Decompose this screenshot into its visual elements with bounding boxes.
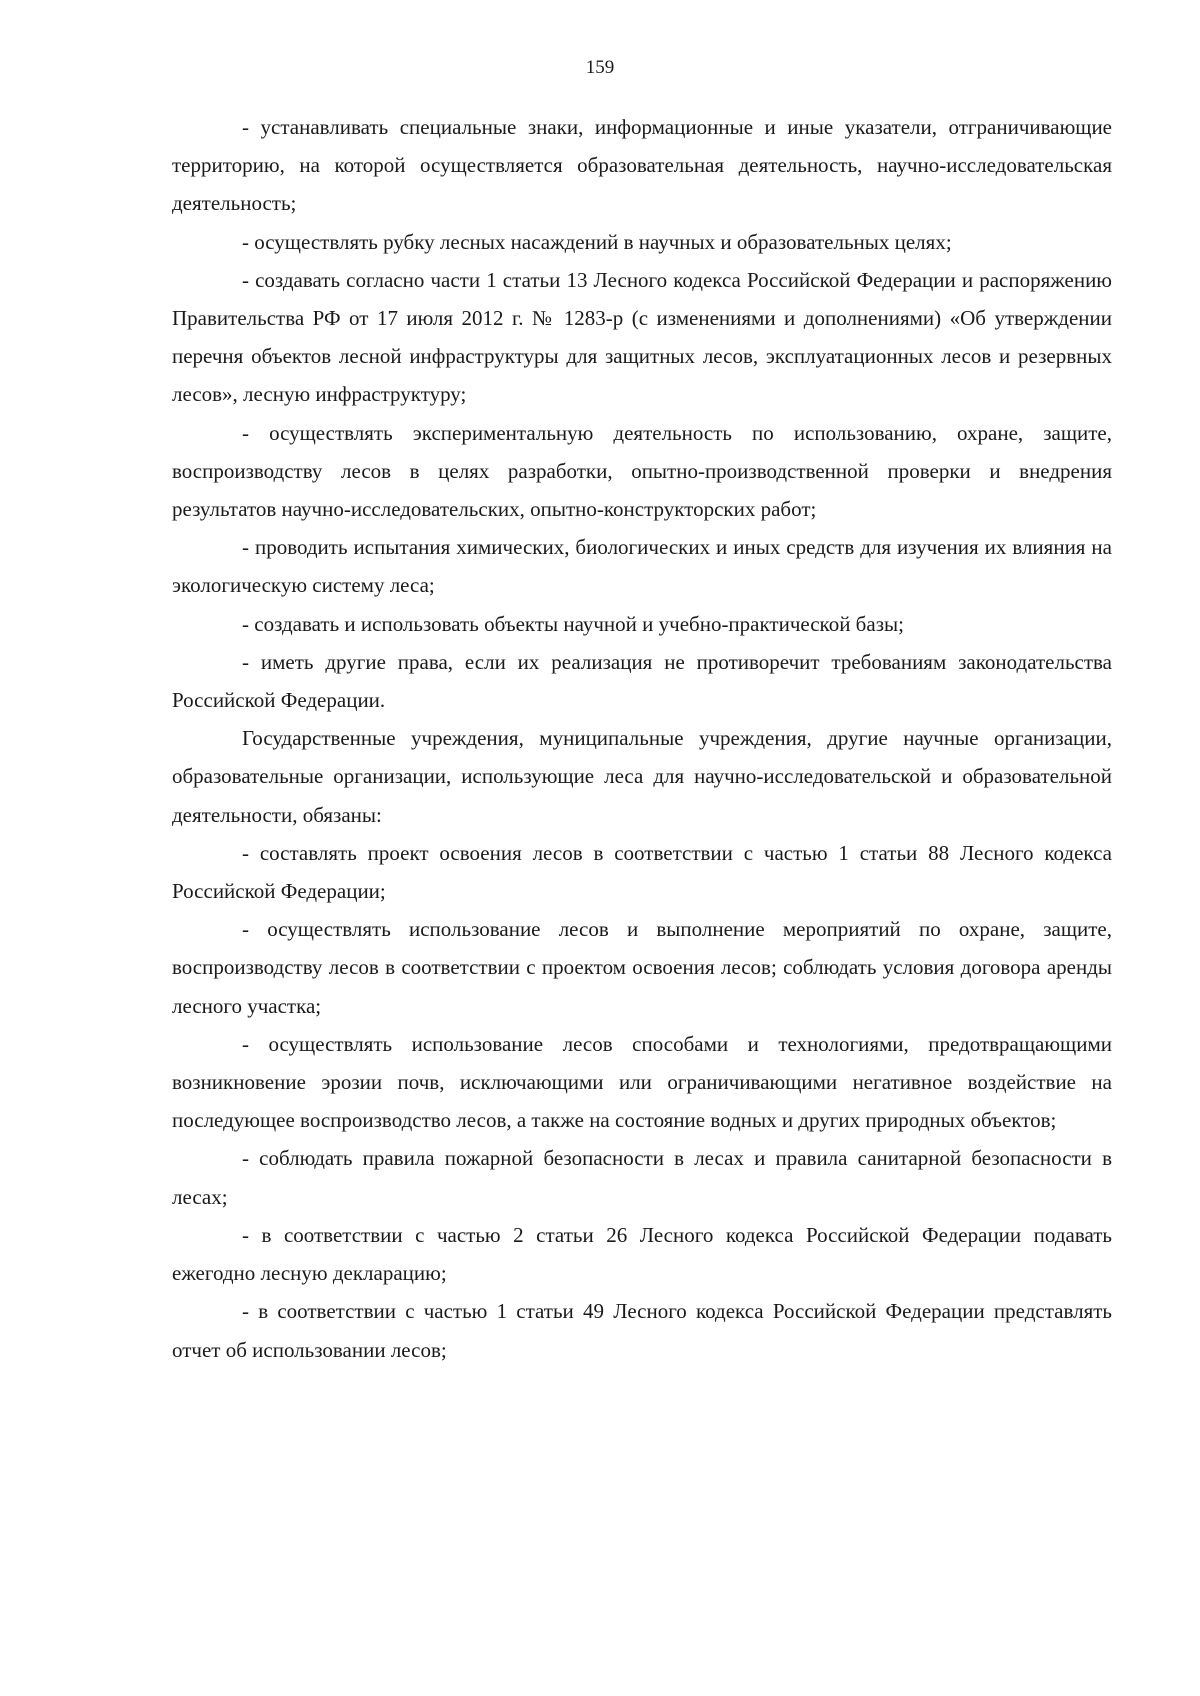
paragraph-1: - устанавливать специальные знаки, информационные и иные указатели, отграничивающие территорию, на которой осуществляется образовательная деятельность, научно-исследовательская деятельность; [172,115,1112,216]
paragraph-14: - в соответствии с частью 1 статьи 49 Лесного кодекса Российской Федерации представлять отчет об использовании лесов; [172,1299,1112,1362]
paragraph-13: - в соответствии с частью 2 статьи 26 Лесного кодекса Российской Федерации подавать ежегодно лесную декларацию; [172,1222,1112,1286]
paragraph-5: - проводить испытания химических, биологических и иных средств для изучения их влияния на экологическую систему леса; [172,535,1112,598]
paragraph-11: - осуществлять использование лесов способами и технологиями, предотвращающими возникновение эрозии почв, исключающими или ограничивающими негативное воздействие на последующее воспроизводство лесов, а также на состояние водных и других природных объектов; [172,1031,1112,1133]
paragraph-3: - создавать согласно части 1 статьи 13 Лесного кодекса Российской Федерации и распоряжению Правительства РФ от 17 июля 2012 г. № 1283-р (с изменениями и дополнениями) «Об утверждении перечня объектов лесной инфраструктуры для защитных лесов, эксплуатационных лесов и резервных лесов», лесную инфраструктуру; [172,267,1112,407]
document-body [172,108,1112,1369]
page-number: 159 [585,57,615,78]
paragraph-6: - создавать и использовать объекты научной и учебно-практической базы; [242,611,904,636]
paragraph-8: Государственные учреждения, муниципальные учреждения, другие научные организации, образовательные организации, использующие леса для научно-исследовательской и образовательной деятельности, обязаны: [172,726,1112,827]
paragraph-7: - иметь другие права, если их реализация не противоречит требованиям законодательства Российской Федерации. [172,649,1112,713]
paragraph-10: - осуществлять использование лесов и выполнение мероприятий по охране, защите, воспроизводству лесов в соответствии с проектом освоения лесов; соблюдать условия договора аренды лесного участка; [172,917,1112,1018]
paragraph-2: - осуществлять рубку лесных насаждений в научных и образовательных целях; [242,229,952,254]
paragraph-9: - составлять проект освоения лесов в соответствии с частью 1 статьи 88 Лесного кодекса Российской Федерации; [172,840,1112,904]
paragraph-4: - осуществлять экспериментальную деятельность по использованию, охране, защите, воспроизводству лесов в целях разработки, опытно-производственной проверки и внедрения результатов научно-исследовательских, опытно-конструкторских работ; [172,420,1112,522]
paragraph-12: - соблюдать правила пожарной безопасности в лесах и правила санитарной безопасности в лесах; [172,1146,1112,1209]
